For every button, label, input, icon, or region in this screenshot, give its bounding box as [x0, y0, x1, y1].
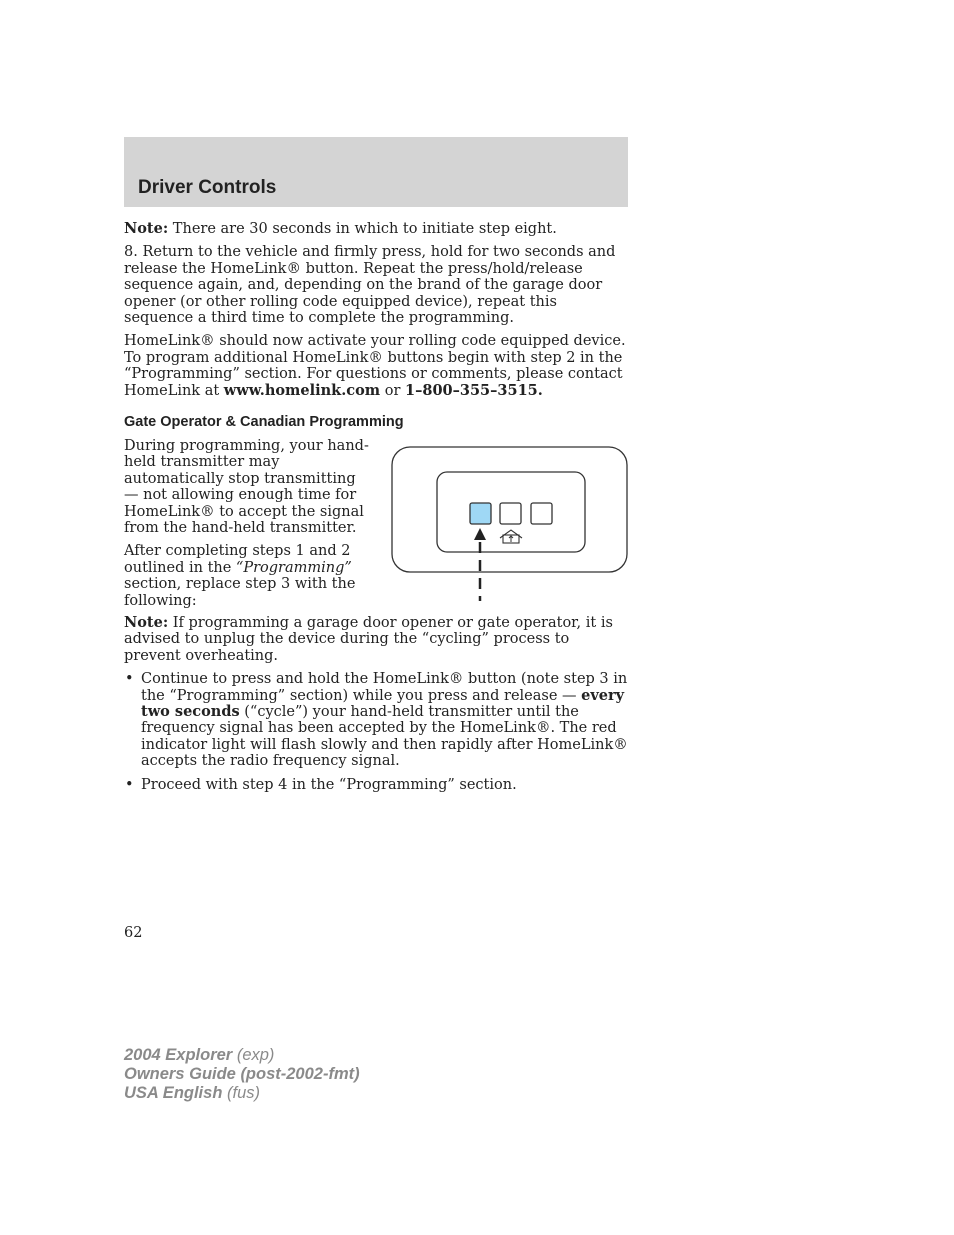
homelink-diagram-svg [390, 445, 630, 605]
gate-operator-column [124, 438, 369, 616]
homelink-button-3 [531, 503, 552, 524]
after-steps-text: After completing steps 1 and 2 outlined in the [124, 543, 351, 576]
homelink-website: www.homelink.com [223, 381, 381, 399]
footer-line-1 [124, 1046, 360, 1065]
bullet-1-text: Continue to press and hold the HomeLink® button (note step 3 in the “Programming” section) while you press and release — [141, 671, 628, 704]
after-steps-end: section, replace step 3 with the following: [124, 576, 356, 609]
cycling-instructions [124, 615, 628, 800]
footer-model: 2004 Explorer [124, 1046, 233, 1064]
bullet-1-end: (“cycle”) your hand-held transmitter until the frequency signal has been accepted by the HomeLink®. The red indicator light will flash slowly and then rapidly after HomeLink® accepts the radio frequency signal. [141, 704, 628, 770]
activate-text: HomeLink® should now activate your rolling code equipped device. To program additional HomeLink® buttons begin with step 2 in the “Programming” section. For questions or comments, please contact HomeLink at [124, 333, 626, 399]
gate-operator-heading: Gate Operator & Canadian Programming [124, 414, 404, 430]
homelink-house-icon [500, 530, 522, 543]
or-text: or [380, 382, 406, 399]
page-number: 62 [124, 925, 143, 941]
note-paragraph [124, 221, 628, 237]
document-footer [124, 1046, 360, 1103]
section-title: Driver Controls [138, 177, 277, 198]
cycling-steps-list [124, 671, 628, 793]
cycling-note-text: If programming a garage door opener or gate operator, it is advised to unplug the device during the “cycling” process to prevent overheating. [124, 615, 613, 664]
homelink-button-2 [500, 503, 521, 524]
homelink-phone: 1–800–355–3515. [405, 381, 543, 399]
bullet-2-text: Proceed with step 4 in the “Programming” section. [141, 776, 517, 793]
footer-language: USA English [124, 1084, 223, 1102]
note-text: There are 30 seconds in which to initiate step eight. [168, 221, 557, 237]
bullet-marker: • [125, 671, 134, 688]
programming-ref: “Programming” [235, 559, 352, 576]
list-item [124, 671, 628, 769]
bullet-marker: • [125, 776, 134, 793]
programming-paragraph: During programming, your hand-held transmitter may automatically stop transmitting — not allowing enough time for HomeLink® to accept the signal from the hand-held transmitter. [124, 438, 369, 537]
footer-line-2 [124, 1065, 360, 1084]
step-8-paragraph: 8. Return to the vehicle and firmly press, hold for two seconds and release the HomeLink® button. Repeat the press/hold/release sequence again, and, depending on the brand of the garage door opener (or other rolling code equipped device), repeat this sequence a third time to complete the programming. [124, 244, 616, 327]
list-item [124, 777, 628, 793]
cycling-note [124, 615, 628, 664]
footer-guide: Owners Guide (post-2002-fmt) [124, 1065, 360, 1083]
cycling-note-label: Note: [124, 614, 169, 631]
footer-language-code: (fus) [222, 1084, 260, 1102]
footer-model-code: (exp) [232, 1046, 275, 1064]
section-header-band [124, 137, 628, 207]
homelink-diagram [390, 445, 630, 609]
intro-text [124, 221, 628, 406]
press-arrow [474, 528, 486, 601]
homelink-button-1 [470, 503, 491, 524]
after-steps-paragraph [124, 543, 369, 609]
footer-line-3 [124, 1084, 360, 1103]
note-label: Note: [124, 220, 169, 237]
activate-paragraph [124, 333, 628, 399]
bullet-1-emphasis: every two seconds [141, 686, 625, 721]
overhead-console-outline [392, 447, 627, 572]
